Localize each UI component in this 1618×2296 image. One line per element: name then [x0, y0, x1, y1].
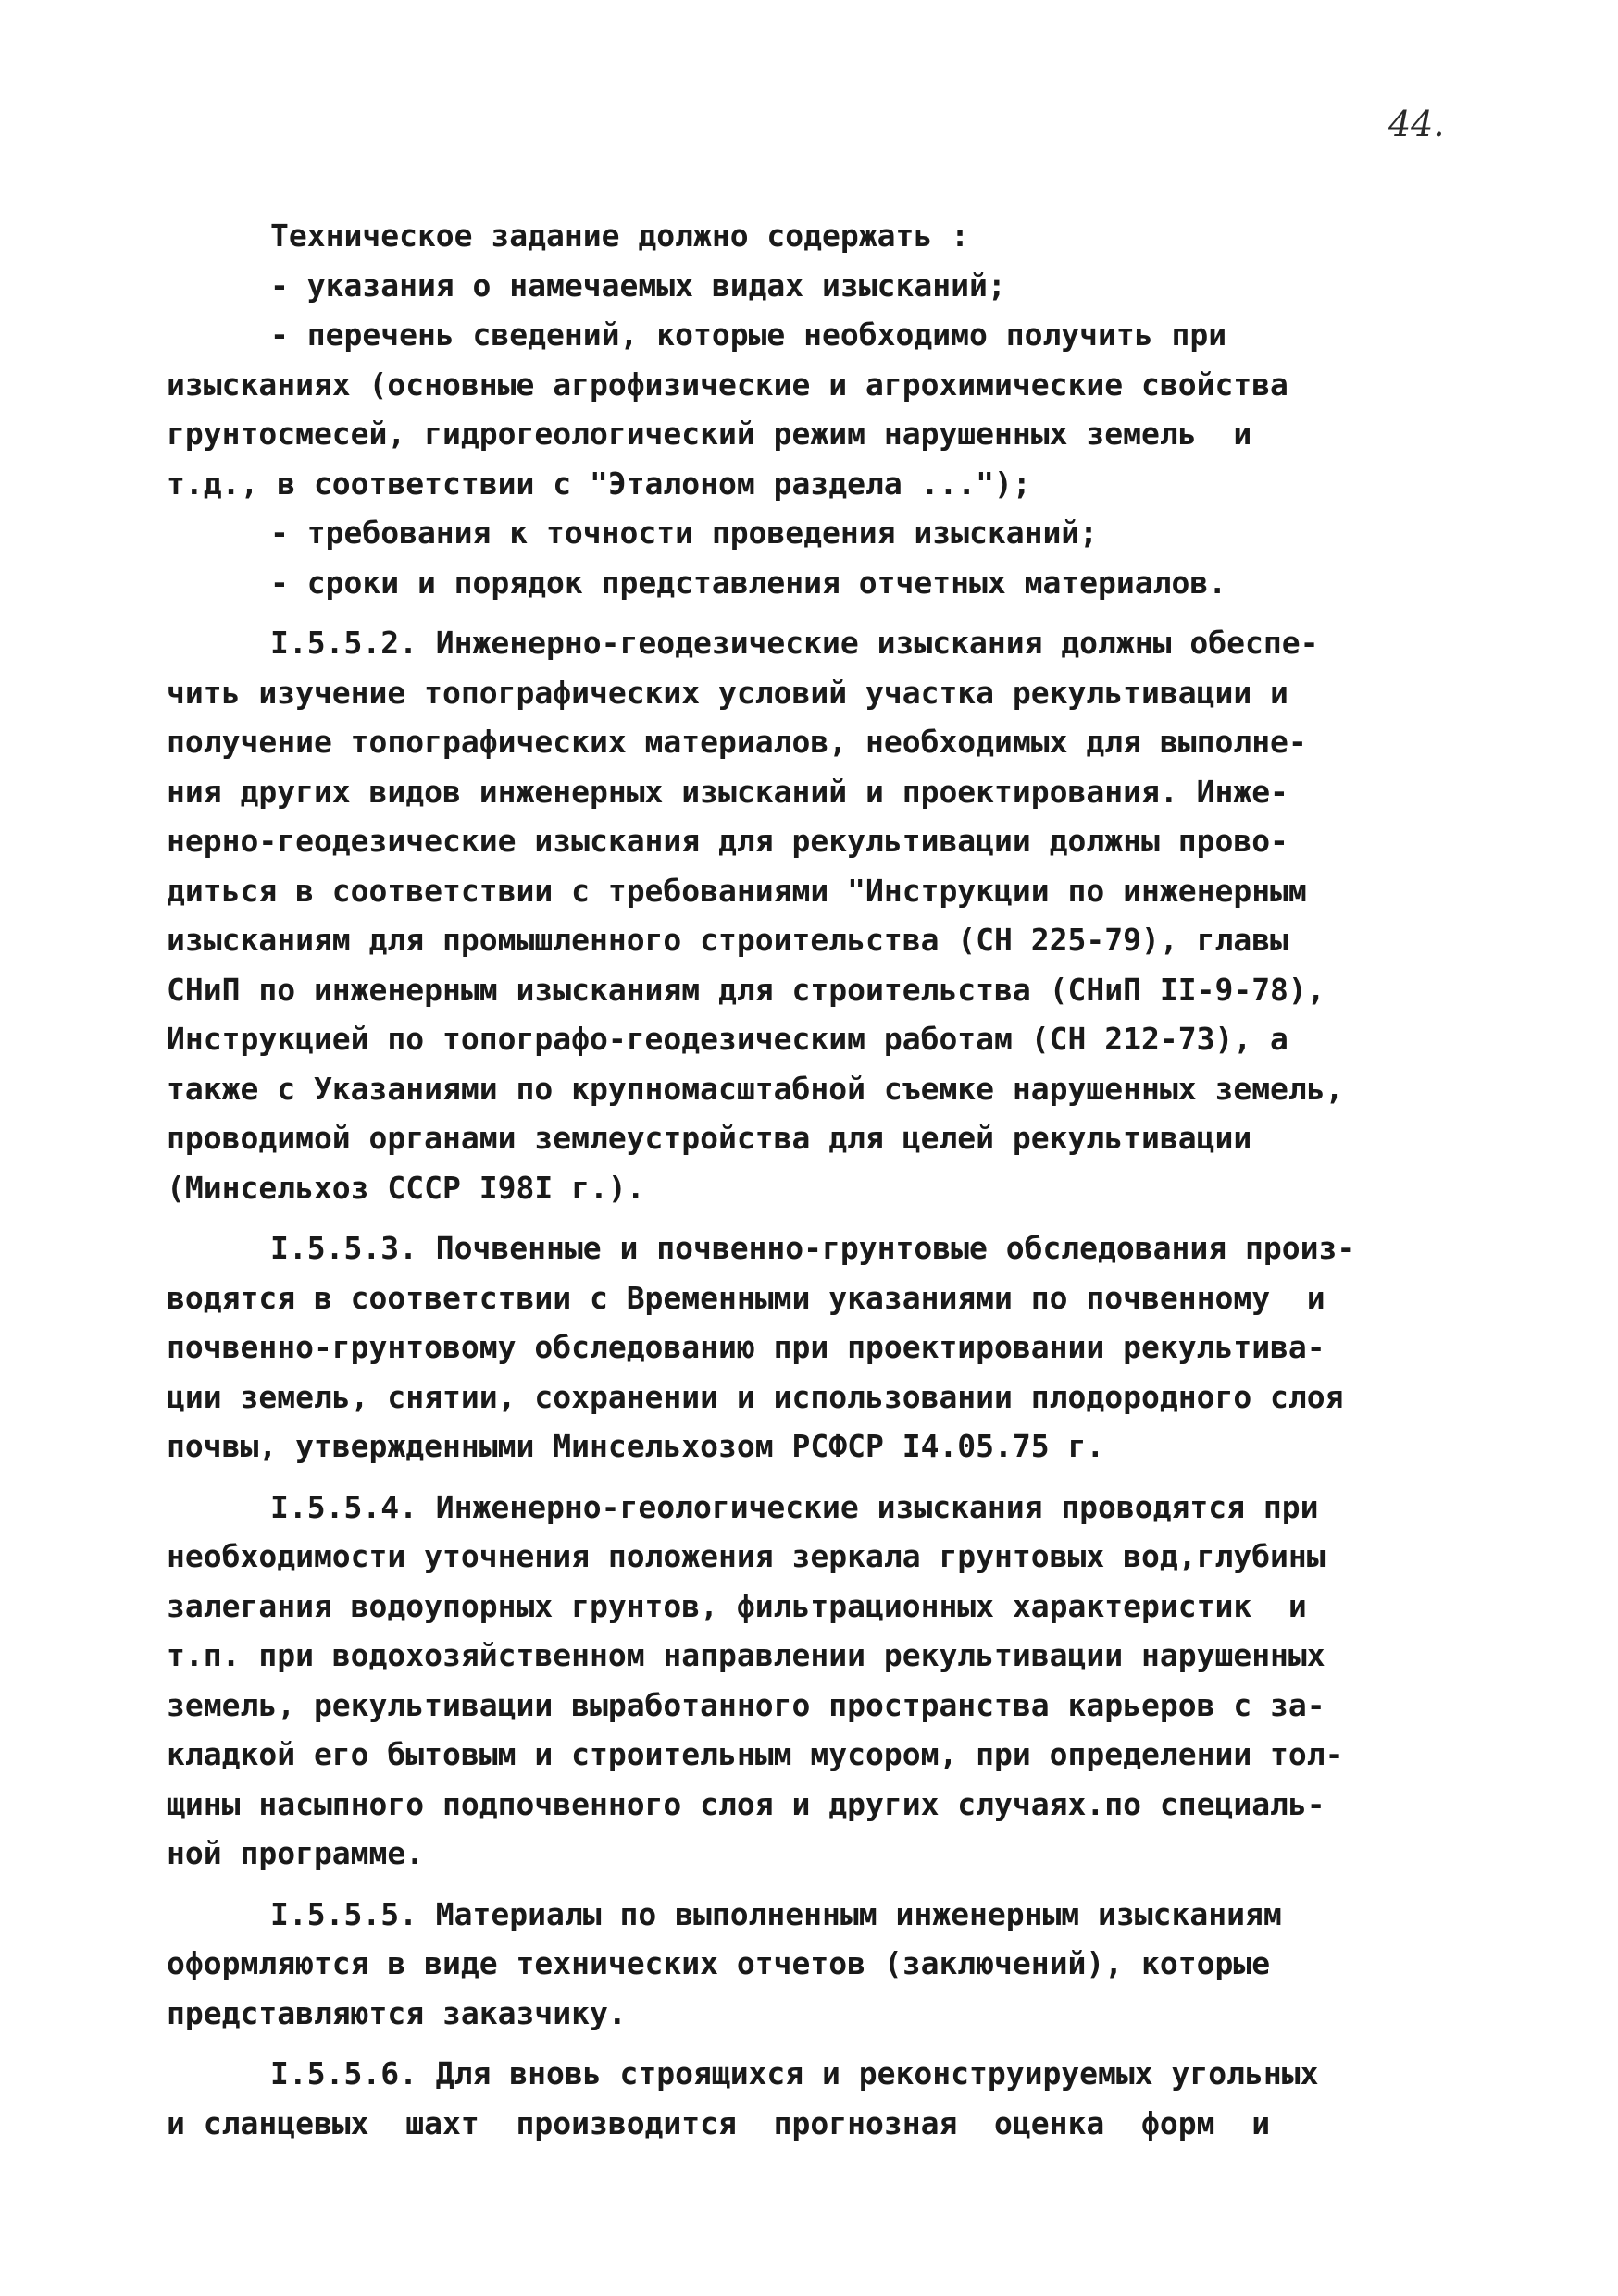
paragraph-line: I.5.5.5. Материалы по выполненным инженерным изысканиям: [270, 1895, 1282, 1932]
section-1-5-5-5: [167, 1890, 1481, 2039]
requirement-item-2: - перечень сведений, которые необходимо получить при: [270, 316, 1227, 353]
paragraph-line: и сланцевых шахт производится прогнозная оценка форм и: [167, 2104, 1271, 2141]
section-1-5-5-4: [167, 1483, 1481, 1879]
paragraph-line: водятся в соответствии с Временными указаниями по почвенному и: [167, 1279, 1326, 1316]
paragraph-line: ния других видов инженерных изысканий и проектирования. Инже-: [167, 773, 1288, 810]
paragraph-line: диться в соответствии с требованиями "Инструкции по инженерным: [167, 872, 1307, 909]
requirement-item-2-cont: грунтосмесей, гидрогеологический режим нарушенных земель и: [167, 416, 1252, 452]
section-1-5-5-3: [167, 1223, 1481, 1471]
section-1-5-5-2: [167, 618, 1481, 1212]
paragraph-line: изысканиям для промышленного строительства (СН 225-79), главы: [167, 922, 1288, 958]
paragraph-line: представляются заказчику.: [167, 1994, 627, 2031]
requirements-intro: Техническое задание должно содержать :: [270, 217, 969, 254]
paragraph-line: СНиП по инженерным изысканиям для строительства (СНиП II-9-78),: [167, 971, 1326, 1008]
paragraph-line: щины насыпного подпочвенного слоя и других случаях.по специаль-: [167, 1785, 1326, 1822]
paragraph-line: кладкой его бытовым и строительным мусором, при определении тол-: [167, 1736, 1344, 1772]
paragraph-line: I.5.5.6. Для вновь строящихся и реконструируемых угольных: [270, 2055, 1319, 2091]
requirement-item-4: - сроки и порядок представления отчетных материалов.: [270, 564, 1227, 601]
paragraph-line: почвенно-грунтовому обследованию при проектировании рекультива-: [167, 1329, 1326, 1365]
paragraph-line: чить изучение топографических условий участка рекультивации и: [167, 674, 1288, 711]
document-body: [167, 211, 1481, 2148]
requirements-block: [167, 211, 1481, 607]
paragraph-line: проводимой органами землеустройства для целей рекультивации: [167, 1120, 1252, 1156]
paragraph-line: получение топографических материалов, необходимых для выполне-: [167, 724, 1307, 760]
paragraph-line: также с Указаниями по крупномасштабной съемке нарушенных земель,: [167, 1070, 1344, 1107]
requirement-item-1: - указания о намечаемых видах изысканий;: [270, 267, 1006, 304]
requirement-item-2-cont: т.д., в соответствии с "Эталоном раздела ...");: [167, 465, 1031, 502]
page-number: 44.: [1388, 104, 1445, 144]
paragraph-line: почвы, утвержденными Минсельхозом РСФСР I4.05.75 г.: [167, 1428, 1105, 1464]
paragraph-line: ции земель, снятии, сохранении и использовании плодородного слоя: [167, 1378, 1344, 1415]
section-1-5-5-6: [167, 2049, 1481, 2148]
paragraph-line: оформляются в виде технических отчетов (заключений), которые: [167, 1945, 1271, 1981]
paragraph-line: Инструкцией по топографо-геодезическим работам (СН 212-73), а: [167, 1021, 1288, 1057]
paragraph-line: I.5.5.2. Инженерно-геодезические изыскания должны обеспе-: [270, 625, 1319, 661]
paragraph-line: земель, рекультивации выработанного пространства карьеров с за-: [167, 1686, 1326, 1723]
paragraph-line: т.п. при водохозяйственном направлении рекультивации нарушенных: [167, 1637, 1326, 1673]
requirement-item-3: - требования к точности проведения изысканий;: [270, 515, 1099, 551]
paragraph-line: (Минсельхоз СССР I98I г.).: [167, 1169, 645, 1206]
paragraph-line: I.5.5.3. Почвенные и почвенно-грунтовые обследования произ-: [270, 1230, 1356, 1266]
paragraph-line: залегания водоупорных грунтов, фильтрационных характеристик и: [167, 1587, 1307, 1624]
paragraph-line: нерно-геодезические изыскания для рекультивации должны прово-: [167, 823, 1288, 859]
paragraph-line: I.5.5.4. Инженерно-геологические изыскания проводятся при: [270, 1488, 1319, 1525]
requirement-item-2-cont: изысканиях (основные агрофизические и агрохимические свойства: [167, 366, 1288, 403]
paragraph-line: необходимости уточнения положения зеркала грунтовых вод,глубины: [167, 1538, 1326, 1574]
paragraph-line: ной программе.: [167, 1835, 425, 1871]
